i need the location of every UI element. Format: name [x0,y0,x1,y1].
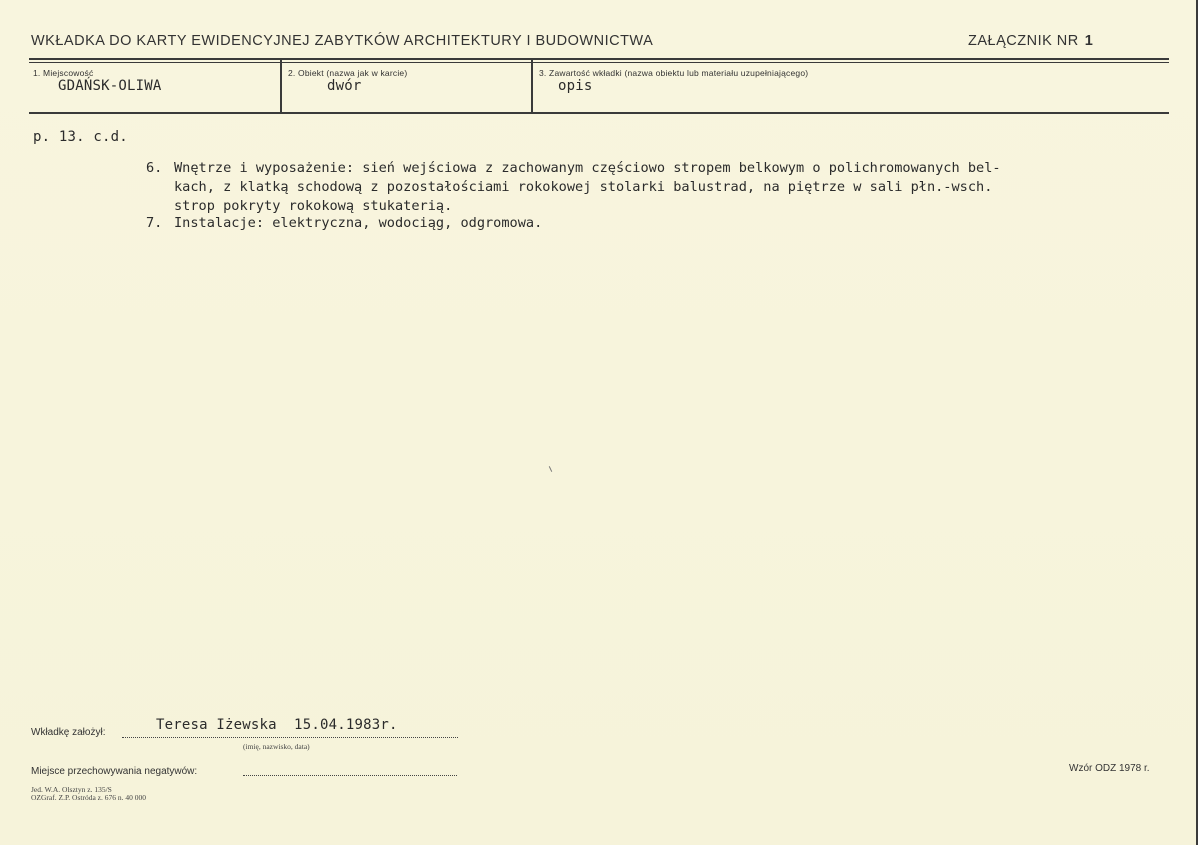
object-value: dwór [327,78,362,94]
locality-label: 1. Miejscowość [33,68,94,78]
locality-value: GDAŃSK-OLIWA [58,78,162,94]
form-id: Wzór ODZ 1978 r. [1069,763,1150,774]
negatives-storage-label: Miejsce przechowywania negatywów: [31,766,198,777]
item-6-line-1: Wnętrze i wyposażenie: sień wejściowa z zachowanym częściowo stropem belkowym o polichromowanych bel- [174,160,1001,176]
form-title: WKŁADKA DO KARTY EWIDENCYJNEJ ZABYTKÓW ARCHITEKTURY I BUDOWNICTWA [31,33,654,49]
annex-label [968,33,1093,49]
field-divider-1 [280,60,282,113]
prepared-by-line [122,737,458,738]
content-value: opis [558,78,593,94]
field-row-rule [29,112,1169,114]
item-7-line-1: Instalacje: elektryczna, wodociąg, odgromowa. [174,215,543,231]
negatives-storage-line [243,775,457,776]
item-6-line-3: strop pokryty rokokową stukaterią. [174,198,453,214]
field-divider-2 [531,60,533,113]
stray-mark [549,466,552,472]
header-rule-bottom [29,62,1169,63]
content-label: 3. Zawartość wkładki (nazwa obiektu lub materiału uzupełniającego) [539,68,809,78]
item-7-number: 7. [146,215,163,231]
object-label: 2. Obiekt (nazwa jak w karcie) [288,68,408,78]
continuation-note: p. 13. c.d. [33,129,128,145]
prepared-by-label: Wkładkę założył: [31,727,106,738]
prepared-by-value: Teresa Iżewska 15.04.1983r. [156,717,398,733]
prepared-by-caption: (imię, nazwisko, data) [243,742,310,751]
print-info-line-2: OZGraf. Z.P. Ostróda z. 676 n. 40 000 [31,793,146,802]
print-info-line-1: Jed. W.A. Olsztyn z. 135/S [31,785,112,794]
annex-number: 1 [1084,33,1094,49]
item-6-number: 6. [146,160,163,176]
header-rule-top [29,58,1169,60]
annex-label-text: ZAŁĄCZNIK NR [968,33,1079,49]
item-6-line-2: kach, z klatką schodową z pozostałościami rokokowej stolarki balustrad, na piętrze w sali płn.-wsch. [174,179,993,195]
